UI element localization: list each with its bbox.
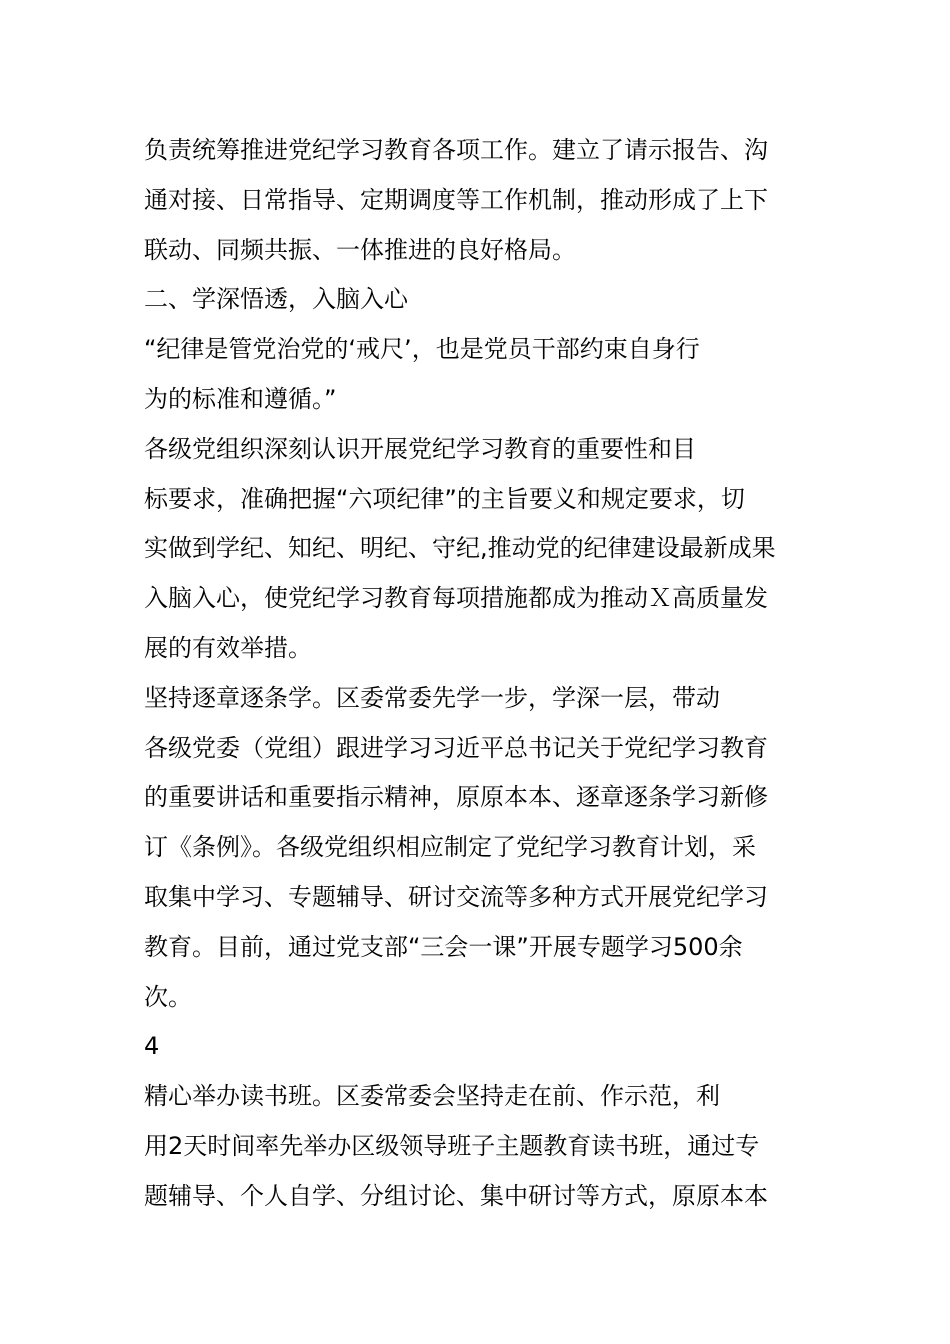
- text-line: 负责统筹推进党纪学习教育各项工作。建立了请示报告、沟: [144, 136, 768, 164]
- text-line: 联动、同频共振、一体推进的良好格局。: [144, 235, 576, 264]
- text-line: 实做到学纪、知纪、明纪、守纪,推动党的纪律建设最新成果: [144, 534, 776, 563]
- section-heading: 二、学深悟透，入脑入心: [144, 285, 408, 314]
- text-line: 为的标准和遵循。”: [144, 384, 337, 413]
- text-line: 次。: [144, 982, 192, 1011]
- text-line: 坚持逐章逐条学。区委常委先学一步，学深一层，带动: [144, 683, 720, 712]
- text-line: 各级党委（党组）跟进学习习近平总书记关于党纪学习教育: [144, 733, 768, 762]
- text-line: 展的有效举措。: [144, 633, 312, 662]
- text-line: 通对接、日常指导、定期调度等工作机制，推动形成了上下: [144, 185, 768, 214]
- text-line: 教育。目前，通过党支部“三会一课”开展专题学习500余: [144, 932, 743, 961]
- text-line: 入脑入心，使党纪学习教育每项措施都成为推动Ｘ高质量发: [144, 584, 768, 613]
- document-body: [144, 126, 784, 1222]
- text-line: 订《条例》。各级党组织相应制定了党纪学习教育计划，采: [144, 833, 756, 862]
- text-line: 标要求，准确把握“六项纪律”的主旨要义和规定要求，切: [144, 484, 745, 513]
- text-line: “纪律是管党治党的‘戒尺’，也是党员干部约束自身行: [144, 335, 700, 364]
- text-line: 各级党组织深刻认识开展党纪学习教育的重要性和目: [144, 434, 696, 463]
- text-line: 的重要讲话和重要指示精神，原原本本、逐章逐条学习新修: [144, 783, 768, 812]
- text-line: 精心举办读书班。区委常委会坚持走在前、作示范，利: [144, 1082, 720, 1111]
- text-line: 用2天时间率先举办区级领导班子主题教育读书班，通过专: [144, 1131, 760, 1160]
- text-line: 题辅导、个人自学、分组讨论、集中研讨等方式，原原本本: [144, 1181, 768, 1210]
- text-line: 取集中学习、专题辅导、研讨交流等多种方式开展党纪学习: [144, 882, 768, 911]
- page-number: 4: [144, 1032, 160, 1061]
